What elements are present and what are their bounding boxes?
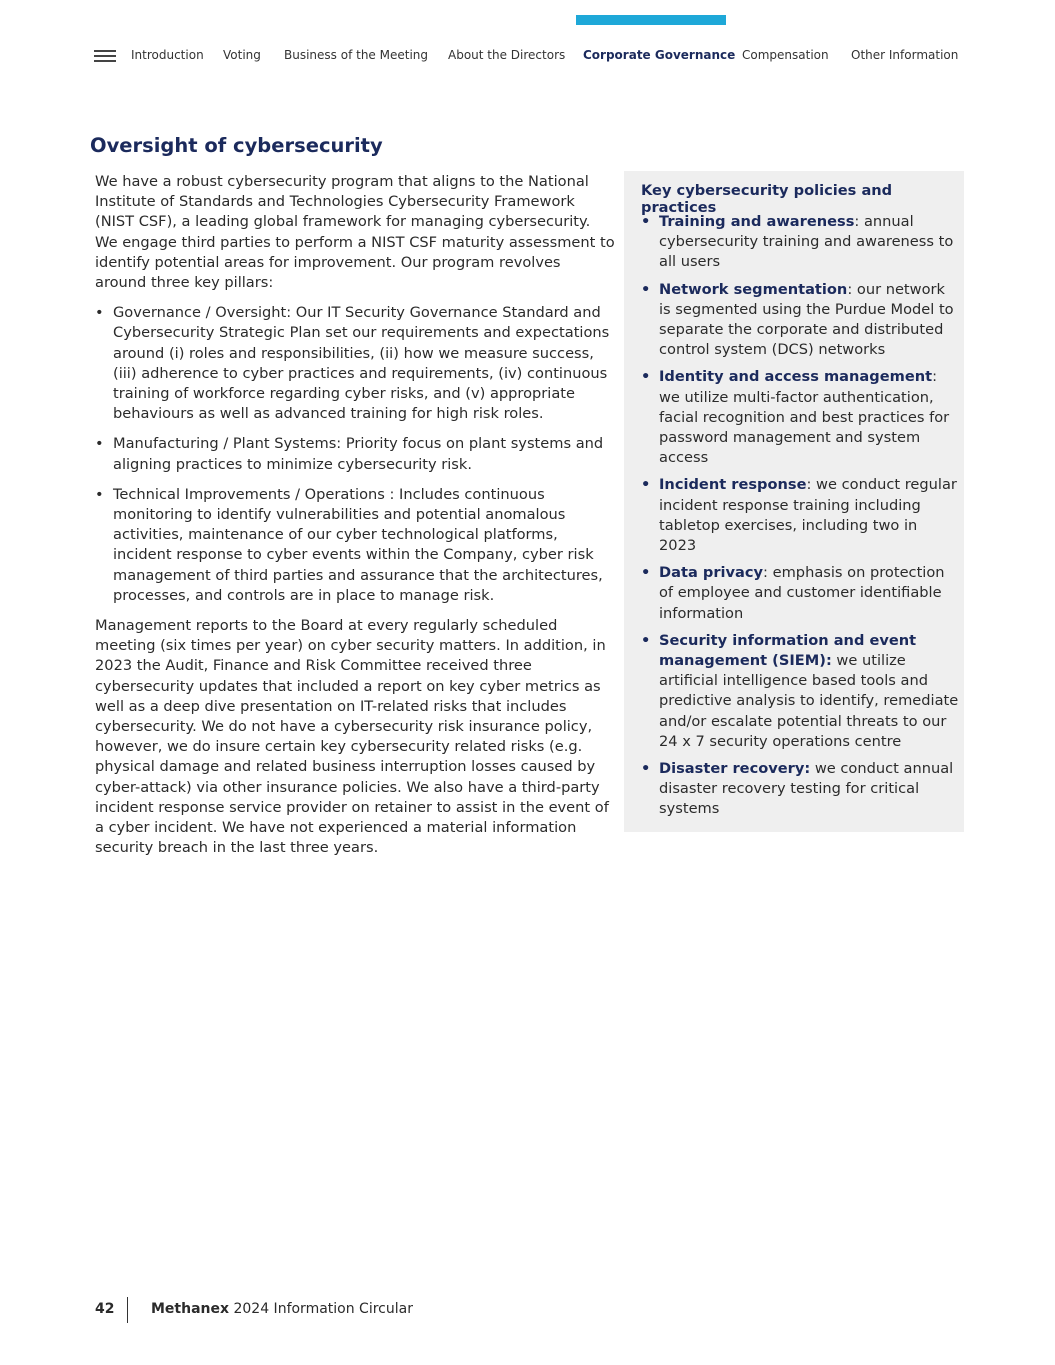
policy-item (641, 367, 959, 468)
policy-term: Network segmentation (659, 280, 848, 298)
policy-item (641, 475, 959, 556)
main-column (95, 172, 615, 869)
brand-name: Methanex (151, 1301, 230, 1317)
nav-compensation[interactable]: Compensation (742, 48, 829, 62)
policy-separator: : (763, 564, 768, 582)
policy-term: Security information and event management (SIEM): (659, 631, 917, 670)
policies-sidebar (624, 171, 964, 832)
policy-term: Training and awareness (659, 213, 855, 230)
policy-separator: : (854, 213, 860, 230)
pillar-item: • Manufacturing / Plant Systems: Priority focus on plant systems and aligning practices to minimize cybersecurity risk. (95, 434, 615, 474)
policy-text: we utilize artificial intelligence based tools and predictive analysis to identify, remediate and/or escalate potential threats to our 24 x 7 security operations centre (659, 652, 959, 750)
policy-text: we conduct annual disaster recovery testing for critical systems (659, 760, 954, 818)
policy-text: we conduct regular incident response training including tabletop exercises, including two in 2023 (659, 476, 957, 555)
policy-term: Data privacy (659, 564, 764, 582)
sidebar-title: Key cybersecurity policies and practices (641, 182, 893, 216)
policy-item (641, 631, 959, 752)
document-title-text: 2024 Information Circular (229, 1301, 413, 1317)
nav-about-the-directors[interactable]: About the Directors (448, 48, 566, 62)
policy-term: Identity and access management (659, 368, 933, 386)
policy-item (641, 759, 959, 820)
document-title (151, 1301, 413, 1317)
active-section-indicator (576, 15, 726, 25)
policy-item (641, 280, 959, 361)
intro-paragraph: We have a robust cybersecurity program that aligns to the National Institute of Standards and Technologies Cybersecurity Framework (NIST CSF), a leading global framework for managing cybersecurity. We engage third parties to perform a NIST CSF maturity assessment to identify potential areas for improvement. Our program revolves around three key pillars: (95, 173, 615, 292)
pillars-list (95, 303, 615, 606)
pillar-item: • Governance / Oversight: Our IT Security Governance Standard and Cybersecurity Strategic Plan set our requirements and expectations around (i) roles and responsibilities, (ii) how we measure success, (iii) adherence to cyber practices and requirements, (iv) continuous training of workforce regarding cyber risks, and (v) appropriate behaviours as well as advanced training for high risk roles. (95, 303, 615, 424)
policy-term: Disaster recovery: (659, 760, 811, 778)
policy-text: emphasis on protection of employee and customer identifiable information (659, 564, 945, 622)
nav-other-information[interactable]: Other Information (851, 48, 959, 62)
closing-paragraph: Management reports to the Board at every regularly scheduled meeting (six times per year) on cyber security matters. In addition, in 2023 the Audit, Finance and Risk Committee received three cybersecurity updates that included a report on key cyber metrics as well as a deep dive presentation on IT-related risks that includes cybersecurity. We do not have a cybersecurity risk insurance policy, however, we do insure certain key cybersecurity related risks (e.g. physical damage and related business interruption losses caused by cyber-attack) via other insurance policies. We also have a third-party incident response service provider on retainer to assist in the event of a cyber incident. We have not experienced a material information security breach in the last three years. (95, 617, 609, 857)
policy-separator: : (847, 280, 853, 298)
page-number: 42 (95, 1301, 115, 1317)
policy-text: our network is segmented using the Purdue Model to separate the corporate and distributed control system (DCS) networks (659, 280, 954, 359)
hamburger-menu-icon[interactable] (94, 50, 116, 63)
policy-text: annual cybersecurity training and awareness to all users (659, 213, 954, 271)
policies-list (641, 212, 959, 827)
nav-business-of-the-meeting[interactable]: Business of the Meeting (284, 48, 428, 62)
policy-text: we utilize multi-factor authentication, facial recognition and best practices for password management and system access (659, 388, 950, 467)
policy-term: Incident response (659, 476, 807, 494)
footer-divider (127, 1297, 128, 1323)
policy-item (641, 212, 959, 273)
nav-voting[interactable]: Voting (223, 48, 261, 62)
section-title: Oversight of cybersecurity (90, 134, 383, 157)
pillar-item: • Technical Improvements / Operations : Includes continuous monitoring to identify vulnerabilities and potential anomalous activities, maintenance of our cyber technological platforms, incident response to cyber events within the Company, cyber risk management of third parties and assurance that the architectures, processes, and controls are in place to manage risk. (95, 485, 615, 606)
nav-introduction[interactable]: Introduction (131, 48, 204, 62)
policy-item (641, 563, 959, 624)
policy-separator: : (806, 476, 812, 494)
nav-corporate-governance[interactable]: Corporate Governance (583, 48, 736, 62)
policy-separator: : (932, 368, 938, 386)
